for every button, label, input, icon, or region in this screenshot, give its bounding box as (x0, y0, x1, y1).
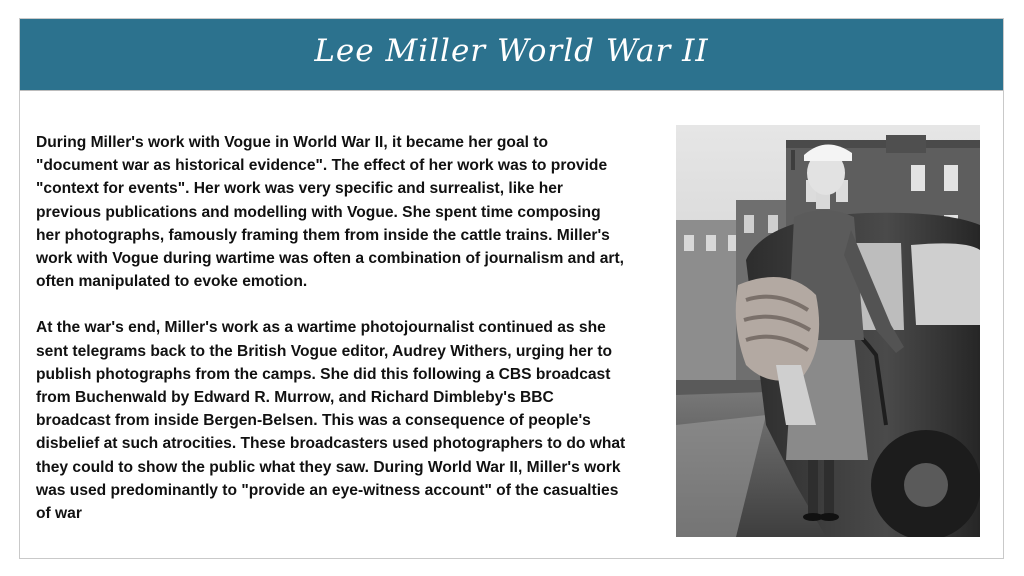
slide-title: Lee Miller World War II (314, 33, 709, 69)
body-text (36, 131, 628, 548)
photo-woman-beside-car (676, 125, 980, 537)
paragraph-2: At the war's end, Miller's work as a wartime photojournalist continued as she sent telegrams back to the British Vogue editor, Audrey Withers, urging her to publish photographs from the camps. She did this following a CBS broadcast from Buchenwald by Edward R. Murrow, and Richard Dimbleby's BBC broadcast from inside Bergen-Belsen. This was a consequence of people's disbelief at such atrocities. These broadcasters used photographers to do what they could to show the public what they saw. During World War II, Miller's work was used predominantly to "provide an eye-witness account" of the casualties of war (36, 319, 626, 523)
title-bar (20, 19, 1003, 91)
paragraph-1: During Miller's work with Vogue in World War II, it became her goal to "document war as historical evidence". The effect of her work was to provide "context for events". Her work was very specific and surrealist, like her previous publications and modelling with Vogue. She spent time composing her photographs, famously framing them from inside the cattle trains. Miller's work with Vogue during wartime was often a combination of journalism and art, often manipulated to evoke emotion. (36, 134, 625, 291)
slide (19, 18, 1004, 559)
